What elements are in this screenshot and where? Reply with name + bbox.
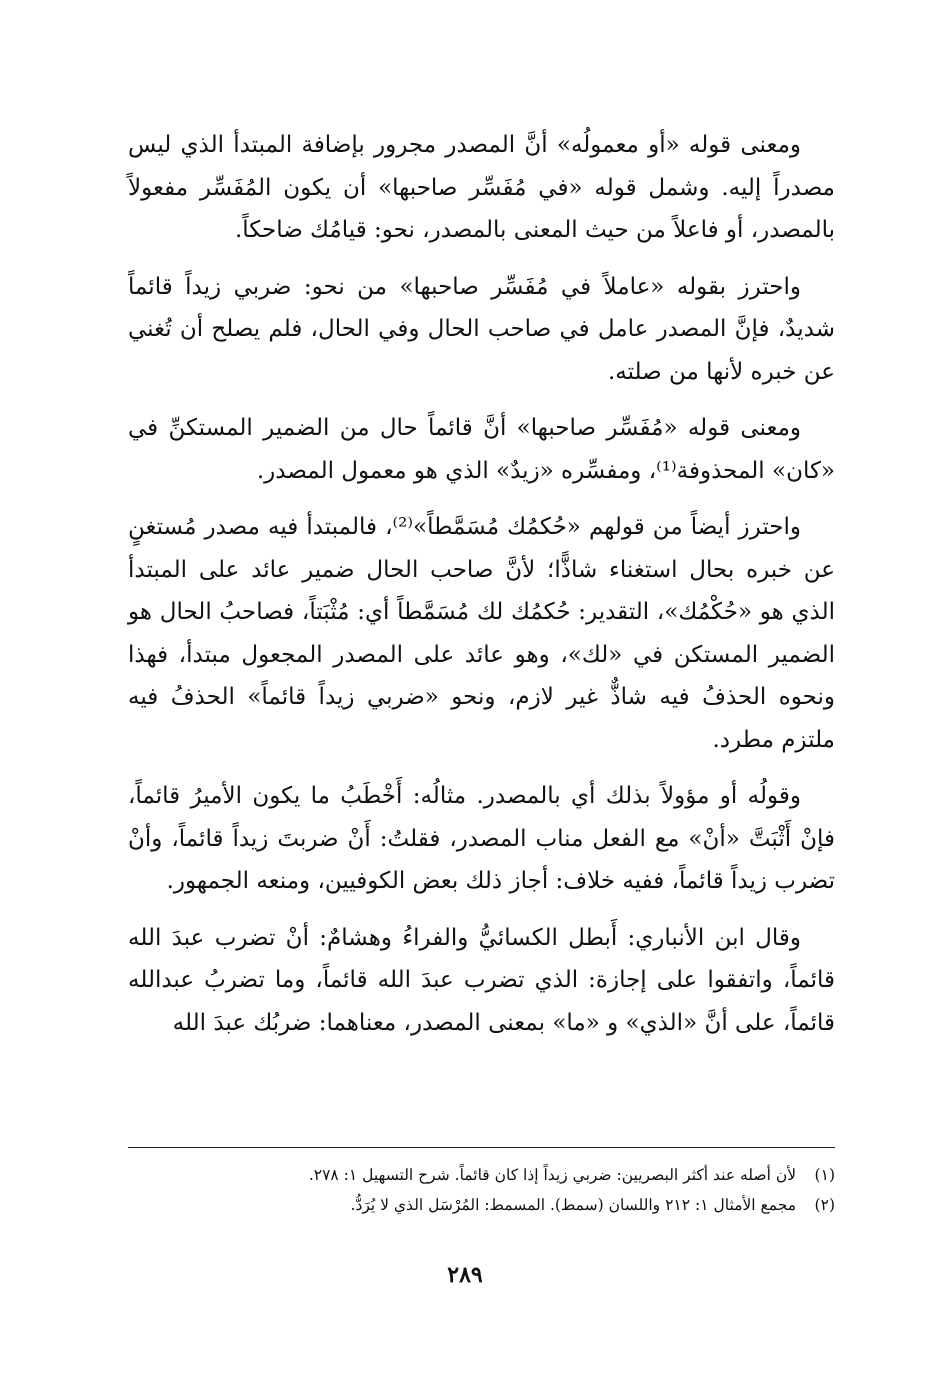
paragraph-5: وقولُه أو مؤولاً بذلك أي بالمصدر. مثالُه: أَخْطَبُ ما يكون الأميرُ قائماً، فإنْ أَثْبَتَّ «أنْ» مع الفعل مناب المصدر، فقلتُ: أَنْ ضربتَ زيداً قائماً، وأنْ تضرب زيداً قائماً، ففيه خلاف: أجاز ذلك بعض الكوفيين، ومنعه الجمهور. <box>128 783 835 894</box>
paragraph-2: واحترز بقوله «عاملاً في مُفَسِّر صاحبها» من نحو: ضربي زيداً قائماً شديدٌ، فإنَّ المصدر عامل في صاحب الحال وفي الحال، فلم يصلح أن تُغني عن خبره لأنها من صلته. <box>128 273 835 385</box>
main-text <box>128 124 835 1044</box>
footnote-text: مجمع الأمثال ١: ٢١٢ واللسان (سمط). المسمط: المُرْسَل الذي لا يُرَدُّ. <box>350 1196 797 1214</box>
footnote-2 <box>128 1190 835 1220</box>
footnote-1 <box>128 1160 835 1190</box>
paragraph-4: واحترز أيضاً من قولهم «حُكمُك مُسَمَّطاً»⁽²⁾، فالمبتدأ فيه مصدر مُستغنٍ عن خبره بحال استغناء شاذًّا؛ لأنَّ صاحب الحال ضمير عائد على المبتدأ الذي هو «حُكْمُك»، التقدير: حُكمُك لك مُسَمَّطاً أي: مُثْبَتاً، فصاحبُ الحال هو الضمير المستكن في «لك»، وهو عائد على المصدر المجعول مبتدأ، فهذا ونحوه الحذفُ فيه شاذٌّ غير لازم، ونحو «ضربي زيداً قائماً» الحذفُ فيه ملتزم مطرد. <box>128 514 835 753</box>
footnote-number: (١) <box>814 1166 835 1184</box>
footnote-text: لأن أصله عند أكثر البصريين: ضربي زيداً إذا كان قائماً. شرح التسهيل ١: ٢٧٨. <box>308 1166 797 1184</box>
footnotes <box>128 1160 835 1220</box>
footnote-number: (٢) <box>814 1196 835 1214</box>
paragraph-6: وقال ابن الأنباري: أَبطل الكسائيُّ والفراءُ وهشامٌ: أنْ تضرب عبدَ الله قائماً، واتفقوا على إجازة: الذي تضرب عبدَ الله قائماً، وما تضربُ عبدالله قائماً، على أنَّ «الذي» و «ما» بمعنى المصدر، معناهما: ضربُك عبدَ الله <box>128 924 835 1036</box>
page-number: ٢٨٩ <box>447 1262 483 1288</box>
footnote-divider <box>128 1147 835 1148</box>
paragraph-1: ومعنى قوله «أو معمولُه» أنَّ المصدر مجرور بإضافة المبتدأ الذي ليس مصدراً إليه. وشمل قوله «في مُفَسِّر صاحبها» أن يكون المُفَسِّر مفعولاً بالمصدر، أو فاعلاً من حيث المعنى بالمصدر، نحو: قيامُك ضاحكاً. <box>128 132 835 243</box>
paragraph-3: ومعنى قوله «مُفَسِّر صاحبها» أنَّ قائماً حال من الضمير المستكنِّ في «كان» المحذوفة⁽¹⁾، ومفسِّره «زيدٌ» الذي هو معمول المصدر. <box>128 415 835 484</box>
